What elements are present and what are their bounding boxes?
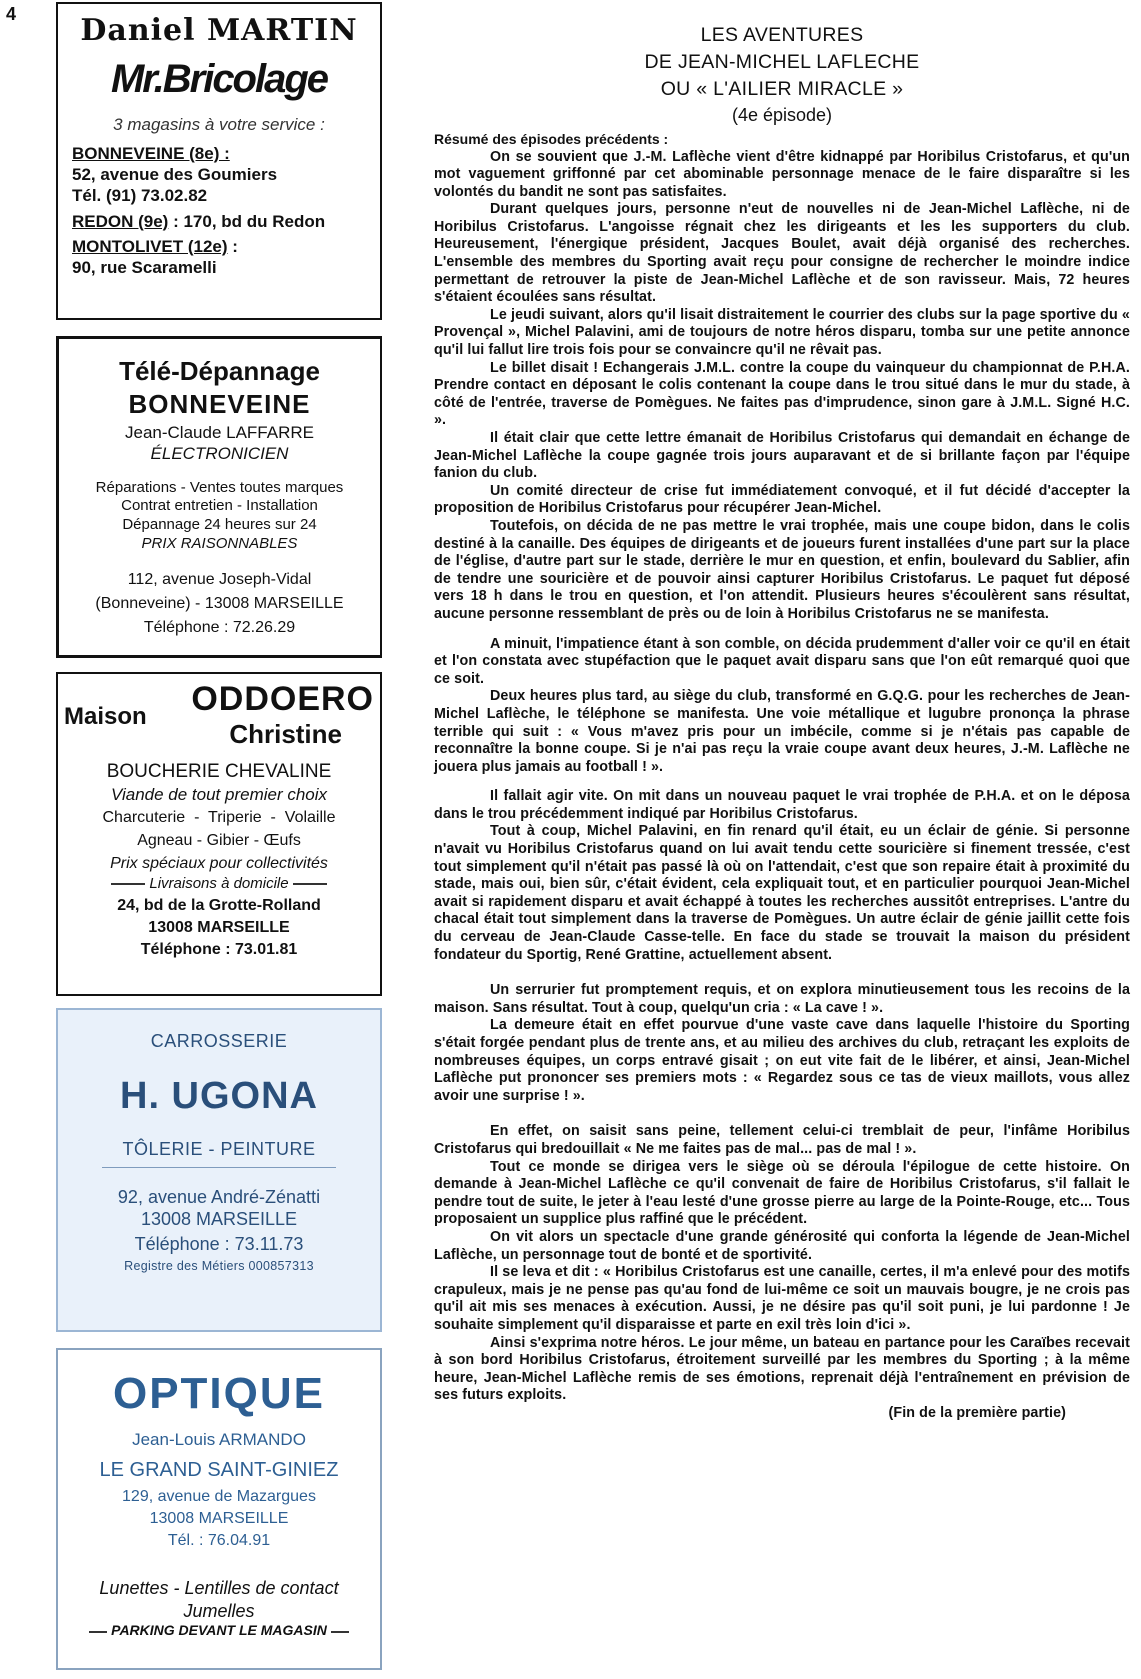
ad-oddoero-maison: Maison	[64, 703, 147, 730]
ad-martin-store3-addr: 90, rue Scaramelli	[72, 258, 217, 277]
article-paragraph: Il fallait agir vite. On mit dans un nouveau paquet le vrai trophée de P.H.A. et on le déposa dans le trou précédemment indiqué par Horibilus Cristofarus.	[434, 788, 1130, 822]
article-paragraph: Un comité directeur de crise fut immédiatement convoqué, et il fut décidé d'accepter la proposition de Horibilus Cristofarus pour récupérer Jean-Michel.	[434, 482, 1130, 517]
page-number: 4	[6, 4, 17, 24]
ad-optique-addr2: 13008 MARSEILLE	[149, 1510, 289, 1528]
article-paragraph: Tout à coup, Michel Palavini, en fin renard qu'il était, eu un éclair de génie. Si personne n'avait vu Horibilus Cristofarus quand on lui avait tendu cette souricière si finement tressée, c'est tout simplement qu'il n'était pas passé là où on l'attendait, c'est que son repaire était à proximité du stade, mais oui, bien sûr, c'était évident, cela expliquait tout, et en particulier pourquoi Jean-Michel avait si rapidement disparu et avait échappé à toutes les recherches aussitôt entreprises. L'antre du chacal était tout simplement dans la traverse de Pomègues. Un autre éclair de génie jaillit cette fois du cerveau de Jean-Claude Casse-telle. En face du stade se trouvait la maison du président fondateur du Sportig, René Grattine, actuellement absent.	[434, 823, 1130, 963]
ad-oddoero-slogan: Viande de tout premier choix	[110, 784, 328, 804]
article-paragraph: Ainsi s'exprima notre héros. Le jour même, un bateau en partance pour les Caraïbes recevait à son bord Horibilus Cristofarus, étroitement surveillé par les membres du Sporting ; à la même heure, Jean-Michel Laflèche remis de ses émotions, reprenait déjà l'entraînement en prévision de ses futurs exploits.	[434, 1334, 1130, 1404]
article-paragraph: Deux heures plus tard, au siège du club, transformé en G.Q.G. pour les recherches de Jean-Michel Laflèche, le téléphone se manifesta. Une voie métallique et lugubre prononça la phrase terrible qui suit : « Vous m'avez pris pour un imbécile, comme si je n'étais pas capable de reconnaître la bonne coupe. Si je n'ai pas reçu la vraie coupe avant deux heures, J.-M. Laflèche ne jouera plus jamais au football ! ».	[434, 688, 1130, 775]
ad-martin-store1: BONNEVEINE (8e) :	[72, 143, 230, 163]
ad-oddoero-trade: BOUCHERIE CHEVALINE	[106, 761, 332, 782]
ad-martin-store3: MONTOLIVET (12e)	[72, 236, 228, 256]
ad-tele-owner: Jean-Claude LAFFARRE	[125, 423, 314, 442]
ad-oddoero-firstname: Christine	[229, 719, 342, 749]
ad-oddoero-line4: Livraisons à domicile	[149, 875, 289, 892]
article-title-2: DE JEAN-MICHEL LAFLECHE	[644, 51, 920, 73]
ad-tele-addr2: (Bonneveine) - 13008 MARSEILLE	[95, 594, 344, 612]
ad-optique-shop: LE GRAND SAINT-GINIEZ	[99, 1459, 339, 1482]
ad-optique-tel: Tél. : 76.04.91	[167, 1532, 271, 1550]
ad-tele-line1: Réparations - Ventes toutes marques	[95, 478, 344, 496]
ad-oddoero-line3: Prix spéciaux pour collectivités	[110, 855, 328, 872]
article-title-3: OU « L'AILIER MIRACLE »	[660, 78, 904, 100]
ad-tele-depannage	[56, 336, 382, 658]
ad-tele-title1: Télé-Dépannage	[119, 356, 320, 386]
article-paragraph: Tout ce monde se dirigea vers le siège où se déroula l'épilogue de cette histoire. On demande à Jean-Michel Laflèche ce qu'il convenait de faire de Horibilus Cristofarus, s'il fallait le pendre tout de suite, le jeter à l'eau lesté d'une grosse pierre au large de la Pointe-Rouge, etc... Tous proposaient un supplice plus raffiné que le précédent.	[434, 1158, 1130, 1228]
article-paragraph: A minuit, l'impatience étant à son comble, on décida prudemment d'aller voir ce qu'il en était et l'on constata avec stupéfaction que le paquet avait disparu sans que l'on eût remarqué quoi que ce soit.	[434, 635, 1130, 687]
ad-optique-line1: Lunettes - Lentilles de contact	[99, 1578, 339, 1599]
article-paragraph: Durant quelques jours, personne n'eut de nouvelles ni de Jean-Michel Laflèche, ni de Horibilus Cristofarus. L'angoisse régnait chez les dirigeants et les les supporters du club. Heureusement, l'énergique président, Jacques Boulet, avait déjà organisé des recherches. L'ensemble des membres du Sporting avait reçu pour consigne de rechercher le moindre indice permettant de retrouver la piste de Jean-Michel Laflèche et de son ravisseur. Mais, 72 heures s'étaient écoulées sans résultat.	[434, 201, 1130, 306]
ad-ugona-trade: TÔLERIE - PEINTURE	[122, 1139, 316, 1159]
ad-oddoero-tel: Téléphone : 73.01.81	[140, 940, 298, 958]
article-paragraph: Un serrurier fut promptement requis, et on explora minutieusement tous les recoins de la maison. Sans résultat. Tout à coup, quelqu'un cria : « La cave ! ».	[434, 982, 1130, 1016]
article-paragraph: Le billet disait ! Echangerais J.M.L. contre la coupe du vainqueur du championnat de P.H.A. Prendre contact en déposant le colis contenant la coupe dans le trou situé dans le mur du stade, à côté de l'entrée, traverse de Pomègues. Ne faites pas d'imprudence, sinon gare à J.M.L. Signé H.C. ».	[434, 359, 1130, 429]
ad-optique-owner: Jean-Louis ARMANDO	[132, 1430, 306, 1449]
ad-martin-store1-addr: 52, avenue des Goumiers	[72, 165, 278, 184]
article	[434, 22, 1130, 1422]
ad-tele-line3: Dépannage 24 heures sur 24	[122, 516, 317, 533]
ad-oddoero-name: ODDOERO	[191, 680, 374, 718]
article-episode: (4e épisode)	[731, 105, 833, 125]
ad-tele-addr1: 112, avenue Joseph-Vidal	[127, 570, 312, 588]
ad-martin-store3-colon: :	[227, 236, 238, 256]
ad-oddoero	[56, 672, 382, 996]
ad-martin-tagline: 3 magasins à votre service :	[113, 114, 325, 134]
ad-ugona-reg: Registre des Métiers 000857313	[124, 1259, 314, 1273]
article-paragraph: Il était clair que cette lettre émanait de Horibilus Cristofarus qui demandait en échange de Jean-Michel Laflèche la coupe gagnée trois jours auparavant et de si brillante façon par l'équipe fanion du club.	[434, 430, 1130, 482]
ad-martin-brand: Mr.Bricolage	[110, 56, 328, 101]
ad-oddoero-addr1: 24, bd de la Grotte-Rolland	[117, 896, 321, 914]
ad-optique-addr1: 129, avenue de Mazargues	[122, 1488, 316, 1506]
ad-optique-title: OPTIQUE	[112, 1369, 326, 1418]
ad-oddoero-line1: Charcuterie - Triperie - Volaille	[102, 809, 336, 826]
ad-martin-store2-addr: : 170, bd du Redon	[168, 211, 326, 231]
article-paragraph: La demeure était en effet pourvue d'une vaste cave dans laquelle l'histoire du Sporting s'était forgée pendant plus de trente ans, et au milieu des archives du club, retraçant les exploits de nombreuses équipes, un corps entravé gisait ; on eut vite fait de le libérer, et ainsi, Jean-Michel Laflèche put prononcer ses premiers mots : « Regardez sous ce tas de vieux maillots, vous allez avoir une surprise ! ».	[434, 1017, 1130, 1104]
article-paragraph: On se souvient que J.-M. Laflèche vient d'être kidnappé par Horibilus Cristofarus, et qu'un mot vaguement griffonné par cet abominable personnage menace de le faire disparaître si les volontés du bandit ne sont pas satisfaites.	[434, 148, 1130, 200]
ad-tele-tel: Téléphone : 72.26.29	[143, 618, 296, 636]
ad-tele-line4: PRIX RAISONNABLES	[141, 534, 298, 552]
ad-mr-bricolage	[56, 2, 382, 320]
ad-martin-store2: REDON (9e)	[72, 211, 169, 231]
article-end-note: (Fin de la première partie)	[888, 1404, 1066, 1421]
ad-optique-line2: Jumelles	[183, 1600, 255, 1621]
ad-ugona-addr1: 92, avenue André-Zénatti	[117, 1186, 321, 1207]
article-title-1: LES AVENTURES	[700, 24, 864, 46]
ad-ugona-addr2: 13008 MARSEILLE	[140, 1209, 298, 1229]
ad-optique	[56, 1348, 382, 1670]
ad-martin-store1-tel: Tél. (91) 73.02.82	[72, 186, 208, 206]
ad-ugona-head: CARROSSERIE	[150, 1031, 288, 1051]
ad-tele-title2: BONNEVEINE	[128, 388, 311, 419]
ad-ugona-tel: Téléphone : 73.11.73	[134, 1233, 304, 1254]
ad-martin-name: Daniel MARTIN	[80, 13, 358, 48]
ad-oddoero-addr2: 13008 MARSEILLE	[148, 918, 290, 936]
ad-carrosserie-ugona	[56, 1008, 382, 1332]
article-paragraph: Il se leva et dit : « Horibilus Cristofarus est une canaille, certes, il m'a enlevé pour des motifs crapuleux, mais je ne pense pas qu'au fond de lui-même ce soit un mauvais bougre, je ne crois pas qu'il ait mis ses menaces à exécution. Aussi, je ne désire pas qu'il soit puni, je lui pardonne ! Je souhaite simplement qu'il disparaisse et parte en exil très loin d'ici ».	[434, 1264, 1130, 1333]
ad-optique-line3: PARKING DEVANT LE MAGASIN	[111, 1622, 327, 1639]
article-paragraph: En effet, on saisit sans peine, tellement celui-ci tremblait de peur, l'infâme Horibilus Cristofarus qui bredouillait « Ne me faites pas de mal... pas de mal ! ».	[434, 1123, 1130, 1157]
article-paragraph: Le jeudi suivant, alors qu'il lisait distraitement le courrier des clubs sur la page sportive du « Provençal », Michel Palavini, ami de toujours de notre héros disparu, tomba sur une petite annonce qu'il lui fallut lire trois fois pour se convaincre qu'il ne rêvait pas.	[434, 306, 1130, 359]
article-resume-heading: Résumé des épisodes précédents :	[434, 131, 669, 147]
ad-tele-trade: ÉLECTRONICIEN	[150, 444, 289, 464]
article-paragraph: Toutefois, on décida de ne pas mettre le vrai trophée, mais une coupe bidon, dans le colis destiné à la canaille. Des équipes de dirigeants et de joueurs furent installées d'une part sur la place de l'église, d'autre part sur le stade, derrière le mur en question, et enfin, boulevard du Sablier, afin de tendre une souricière et de pouvoir ainsi capturer Horibilus Cristofarus. Le paquet fut déposé vers 18 h dans le trou en question, et l'on attendit. Plusieurs heures s'écoulèrent sans résultat, aucune personne ressemblant de près ou de loin à Horibilus Cristofarus ne se manifesta.	[434, 517, 1130, 622]
article-paragraph: On vit alors un spectacle d'une grande générosité qui conforta la légende de Jean-Michel Laflèche, un personnage tout de bonté et de sportivité.	[434, 1228, 1130, 1263]
ad-tele-line2: Contrat entretien - Installation	[121, 497, 318, 515]
ad-oddoero-line2: Agneau - Gibier - Œufs	[137, 832, 301, 849]
ad-ugona-name: H. UGONA	[120, 1074, 318, 1117]
